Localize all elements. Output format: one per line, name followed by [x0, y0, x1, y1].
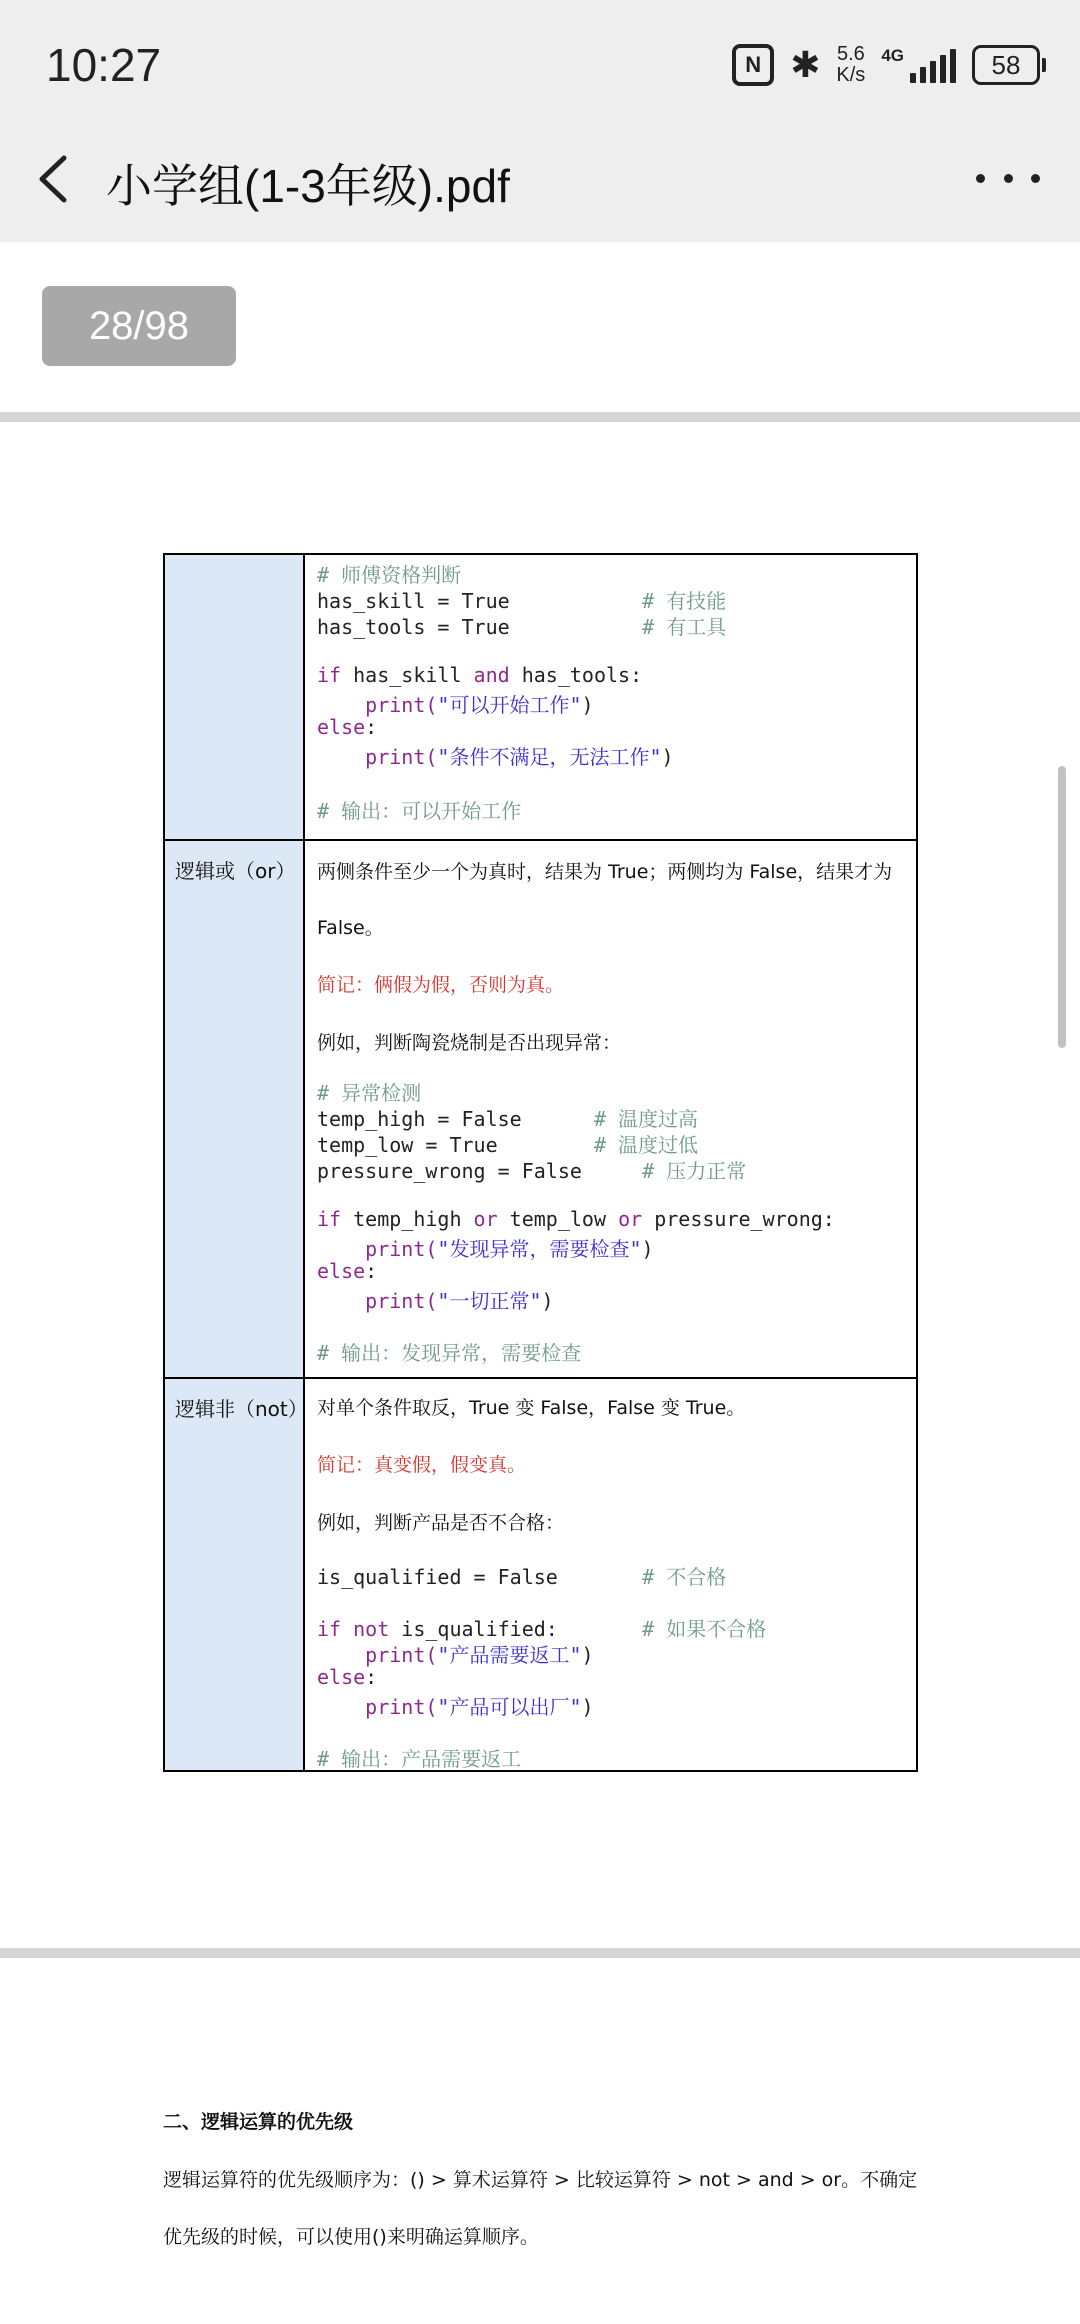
code-comment: # 有技能	[642, 589, 727, 613]
code-line	[317, 741, 674, 770]
row-label-cell	[165, 1379, 308, 1770]
description-cell	[305, 841, 916, 1377]
code-string: "一切正常"	[437, 1289, 542, 1313]
battery-icon	[972, 45, 1040, 85]
top-bar	[0, 0, 1080, 242]
chevron-left-icon	[30, 146, 80, 212]
row-label-cell	[165, 841, 305, 1377]
code-line	[317, 715, 377, 739]
code-line	[317, 611, 726, 640]
code-token: has_skill = True	[317, 589, 643, 613]
code-token: :	[365, 1665, 378, 1689]
code-line	[317, 1613, 766, 1642]
code-keyword: else	[317, 1259, 366, 1283]
code-keyword: print(	[317, 1695, 438, 1719]
code-keyword: or	[618, 1207, 643, 1231]
description-cell	[305, 1379, 916, 1770]
code-comment: # 有工具	[642, 615, 727, 639]
code-token: temp_high	[341, 1207, 474, 1231]
code-string: "发现异常，需要检查"	[437, 1237, 642, 1261]
code-token: )	[661, 745, 674, 769]
code-line	[317, 1691, 594, 1720]
code-keyword: print(	[317, 693, 438, 717]
code-token: has_tools:	[509, 663, 643, 687]
page-separator	[0, 412, 1080, 422]
code-token: temp_low	[497, 1207, 619, 1231]
code-keyword: print(	[317, 745, 438, 769]
code-comment: # 输出：发现异常，需要检查	[317, 1341, 582, 1365]
speed-unit: K/s	[836, 64, 866, 86]
example-intro: 例如，判断产品是否不合格：	[317, 1512, 565, 1534]
code-comment: # 不合格	[642, 1565, 727, 1589]
row-label: 逻辑非（not）	[175, 1397, 308, 1421]
code-keyword: print(	[317, 1237, 438, 1261]
code-token: )	[581, 1695, 594, 1719]
code-line	[317, 1285, 554, 1314]
code-line	[317, 663, 642, 687]
code-string: "条件不满足，无法工作"	[437, 745, 662, 769]
battery-level: 58	[991, 49, 1021, 80]
code-token: is_qualified = False	[317, 1565, 643, 1589]
code-token: :	[365, 1259, 378, 1283]
description-text: 两侧条件至少一个为真时，结果为 True；两侧均为 False，结果才为	[317, 861, 893, 883]
code-line	[317, 1077, 421, 1106]
code-keyword: print(	[317, 1289, 438, 1313]
table-row	[165, 839, 916, 1377]
code-comment: # 压力正常	[642, 1159, 747, 1183]
code-keyword: if	[317, 1617, 342, 1641]
code-comment: # 温度过高	[593, 1107, 699, 1131]
code-line	[317, 1743, 521, 1772]
dot-icon	[1004, 174, 1013, 183]
logic-operators-table	[163, 553, 918, 1772]
dot-icon	[976, 174, 985, 183]
description-text: 对单个条件取反，True 变 False，False 变 True。	[317, 1397, 746, 1419]
code-string: "产品需要返工"	[437, 1643, 582, 1667]
code-keyword: and	[473, 663, 510, 687]
code-token: pressure_wrong = False	[317, 1159, 643, 1183]
code-comment: # 异常检测	[317, 1081, 422, 1105]
code-token: is_qualified:	[389, 1617, 643, 1641]
code-comment: # 如果不合格	[642, 1617, 767, 1641]
mnemonic-note: 简记：俩假为假，否则为真。	[317, 974, 565, 996]
code-line	[317, 585, 726, 614]
code-token: pressure_wrong:	[642, 1207, 835, 1231]
code-line	[317, 1155, 746, 1184]
code-line	[317, 1103, 698, 1132]
back-button[interactable]	[30, 146, 80, 212]
status-time: 10:27	[46, 39, 162, 91]
code-token: temp_low = True	[317, 1133, 594, 1157]
code-comment: # 温度过低	[593, 1133, 699, 1157]
document-title: 小学组(1-3年级).pdf	[106, 160, 510, 212]
code-line	[317, 1665, 377, 1689]
example-intro: 例如，判断陶瓷烧制是否出现异常：	[317, 1032, 622, 1054]
code-token: )	[541, 1289, 554, 1313]
code-token: temp_high = False	[317, 1107, 594, 1131]
code-keyword: if	[317, 663, 342, 687]
code-token	[341, 1617, 353, 1641]
code-token: has_skill	[341, 663, 474, 687]
table-row	[165, 1377, 916, 1770]
code-keyword: or	[473, 1207, 498, 1231]
scrollbar-thumb[interactable]	[1058, 766, 1066, 1048]
code-token: )	[581, 693, 594, 717]
code-line	[317, 1259, 377, 1283]
code-keyword: else	[317, 715, 366, 739]
network-speed	[836, 44, 865, 86]
page-indicator: 28/98	[42, 286, 236, 366]
code-line	[317, 1561, 726, 1590]
code-line	[317, 689, 594, 718]
code-comment: # 输出：产品需要返工	[317, 1747, 522, 1771]
code-comment: # 师傅资格判断	[317, 563, 462, 587]
signal-icon	[881, 47, 956, 83]
more-options-button[interactable]	[976, 168, 1040, 188]
speed-value: 5.6	[836, 43, 865, 65]
description-text: False。	[317, 917, 384, 939]
section-heading: 二、逻辑运算的优先级	[163, 2111, 354, 2133]
code-line	[317, 1337, 581, 1366]
status-icons	[732, 40, 1040, 90]
code-keyword: not	[353, 1617, 390, 1641]
page-separator	[0, 1948, 1080, 1958]
code-keyword: print(	[317, 1643, 438, 1667]
code-line	[317, 1207, 835, 1231]
code-string: "产品可以出厂"	[437, 1695, 582, 1719]
code-line	[317, 1639, 594, 1668]
code-cell	[305, 555, 916, 839]
row-label-cell	[165, 555, 305, 839]
dot-icon	[1031, 174, 1040, 183]
nfc-icon: N	[732, 44, 774, 86]
code-line	[317, 1233, 654, 1262]
bluetooth-icon: ✱	[790, 44, 821, 86]
code-token: )	[641, 1237, 654, 1261]
code-comment: # 输出：可以开始工作	[317, 799, 522, 823]
row-label: 逻辑或（or）	[175, 859, 296, 883]
code-line	[317, 1129, 698, 1158]
table-row	[165, 555, 916, 839]
code-keyword: if	[317, 1207, 342, 1231]
code-string: "可以开始工作"	[437, 693, 582, 717]
code-token: has_tools = True	[317, 615, 643, 639]
network-type: 4G	[881, 46, 904, 65]
code-token: :	[365, 715, 378, 739]
code-line	[317, 559, 461, 588]
code-token: )	[581, 1643, 594, 1667]
code-keyword: else	[317, 1665, 366, 1689]
mnemonic-note: 简记：真变假，假变真。	[317, 1454, 527, 1476]
section-paragraph: 逻辑运算符的优先级顺序为：() > 算术运算符 > 比较运算符 > not > and > or。不确定	[163, 2169, 918, 2191]
code-line	[317, 795, 521, 824]
section-paragraph: 优先级的时候，可以使用()来明确运算顺序。	[163, 2226, 539, 2248]
